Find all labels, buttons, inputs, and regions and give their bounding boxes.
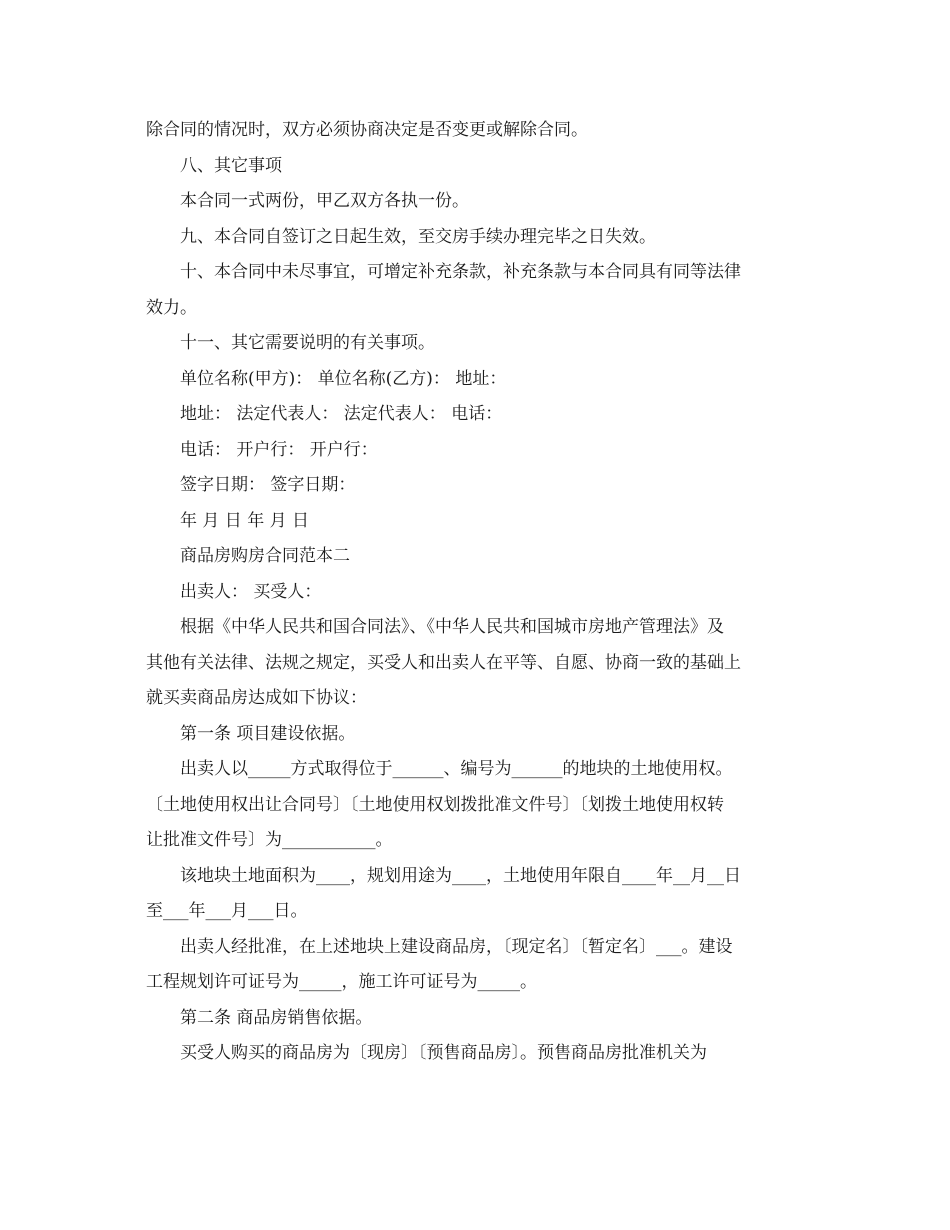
text-line: 出卖人经批准，在上述地块上建设商品房，〔现定名〕〔暂定名〕___。建设	[180, 936, 733, 957]
signature-field-line: 地址： 法定代表人： 法定代表人： 电话：	[180, 404, 503, 424]
text-line: 买受人购买的商品房为〔现房〕〔预售商品房〕。预售商品房批准机关为	[180, 1043, 707, 1063]
parties-line: 出卖人： 买受人：	[180, 581, 322, 602]
clause-line: 十、本合同中未尽事宜，可增定补充条款，补充条款与本合同具有同等法律	[180, 262, 741, 282]
signature-field-line: 电话： 开户行： 开户行：	[180, 439, 378, 460]
date-line: 年 月 日 年 月 日	[180, 510, 310, 531]
text-line: 本合同一式两份，甲乙双方各执一份。	[180, 191, 469, 211]
text-line: 出卖人以_____方式取得位于______、编号为______的地块的土地使用权。	[180, 759, 733, 779]
article-heading: 第一条 项目建设依据。	[180, 723, 356, 744]
signature-date-line: 签字日期： 签字日期：	[180, 475, 356, 495]
text-line: 其他有关法律、法规之规定，买受人和出卖人在平等、自愿、协商一致的基础上	[146, 652, 741, 673]
text-line: 工程规划许可证号为_____，施工许可证号为_____。	[146, 972, 537, 992]
clause-line: 十一、其它需要说明的有关事项。	[180, 333, 435, 353]
document-body	[146, 113, 816, 1072]
text-line: 就买卖商品房达成如下协议：	[146, 688, 367, 708]
text-line: 至___年___月___日。	[146, 901, 308, 921]
text-line: 让批准文件号〕为___________。	[146, 830, 393, 850]
text-line: 该地块土地面积为____，规划用途为____，土地使用年限自____年__月__日	[180, 865, 741, 886]
clause-line: 九、本合同自签订之日起生效，至交房手续办理完毕之日失效。	[180, 226, 656, 247]
text-line: 效力。	[146, 297, 197, 318]
text-line: 根据《中华人民共和国合同法》、《中华人民共和国城市房地产管理法》及	[180, 617, 724, 637]
signature-field-line: 单位名称(甲方)： 单位名称(乙方)： 地址：	[180, 368, 507, 389]
contract-title: 商品房购房合同范本二	[180, 546, 350, 566]
section-heading: 八、其它事项	[180, 155, 282, 176]
article-heading: 第二条 商品房销售依据。	[180, 1007, 373, 1028]
text-line: 除合同的情况时，双方必须协商决定是否变更或解除合同。	[146, 120, 588, 140]
text-line: 〔土地使用权出让合同号〕〔土地使用权划拨批准文件号〕〔划拨土地使用权转	[146, 794, 724, 815]
